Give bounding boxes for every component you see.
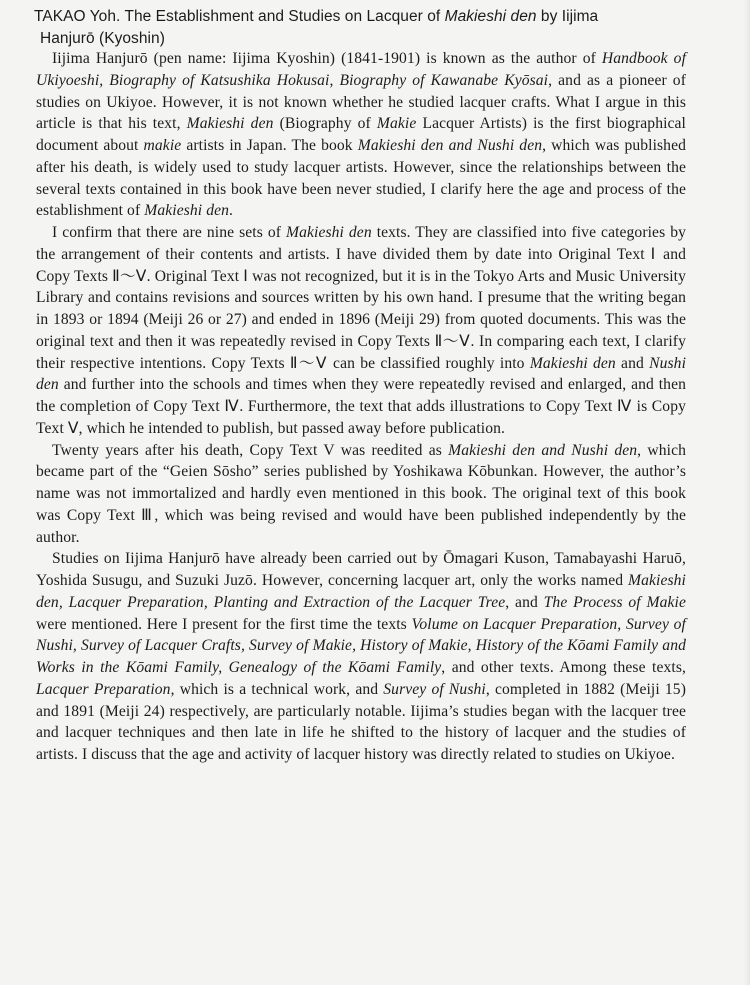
italic-title-run: Makieshi den xyxy=(144,202,230,220)
italic-title-run: Makieshi den and Nushi den xyxy=(357,137,543,154)
text-run: texts. They are classified into five categories by the arrangement of their contents and artists. I have divided them by date into Original Text Ⅰ and Copy Texts Ⅱ～Ⅴ. Original Text Ⅰ was not recognized, but it is in the Tokyo Arts and Music University Library and contains revisions and sources written by his own hand. I presume that the writing began in 1893 or 1894 (Meiji 26 or 27) and ended in 1896 (Meiji 29) from quoted documents. This was the original text and then it was repeatedly revised in Copy Texts Ⅱ～Ⅴ. In comparing each text, I clarify their respective intentions. Copy Texts Ⅱ～Ⅴ can be classified roughly into xyxy=(36,224,686,372)
italic-title-run: Makieshi den xyxy=(286,224,372,241)
text-run: artists in Japan. The book xyxy=(181,137,358,154)
text-run: and further into the schools and times when they were repeatedly revised and enlarged, and then the completion of Copy Text Ⅳ. Furthermore, the text that adds illustrations to Copy Text Ⅳ is Copy Text Ⅴ, which he intended to publish, but passed away before publication. xyxy=(36,376,686,437)
text-run: (Biography of xyxy=(273,115,377,133)
title-line-1: TAKAO Yoh. The Establishment and Studies on Lacquer of Makieshi den by Iijima xyxy=(34,8,599,25)
text-run: Twenty years after his death, Copy Text V was reedited as xyxy=(52,441,449,459)
italic-title-run: Handbook of Ukiyoeshi, Biography of Katsushika Hokusai, Biography of Kawanabe Kyōsai xyxy=(36,50,687,89)
text-run: . xyxy=(229,202,234,220)
paragraph-2 xyxy=(36,222,686,440)
italic-title-run: Volume on Lacquer Preparation, Survey of Nushi, Survey of Lacquer Crafts, Survey of Makie, History of Makie, History of the Kōami Family and Works in the Kōami Family, Genealogy of the Kōami Family xyxy=(36,615,686,676)
italic-title-run: Lacquer Preparation xyxy=(36,680,171,698)
title-line-2: Hanjurō (Kyoshin) xyxy=(40,29,165,47)
text-run: Lacquer Artists) is the first biographical document about xyxy=(36,115,686,154)
italic-title-run: Makieshi den xyxy=(529,354,616,372)
text-run: , completed in 1882 (Meiji 15) and 1891 (Meiji 24) respectively, are particularly notable. Iijima’s studies began with the lacquer tree and lacquer techniques and then late in life he shifted to the history of lacquer and the studies of artists. I discuss that the age and activity of lacquer history was directly related to studies on Ukiyoe. xyxy=(36,680,686,763)
article-header xyxy=(34,6,718,50)
text-run: , which is a technical work, and xyxy=(170,680,384,698)
paragraph-1 xyxy=(36,48,686,222)
text-run: Iijima Hanjurō (pen name: Iijima Kyoshin) (1841-1901) is known as the author of xyxy=(52,50,602,67)
text-run: , and other texts. Among these texts, xyxy=(441,659,686,676)
text-run: were mentioned. Here I present for the first time the texts xyxy=(36,615,412,633)
text-run: and xyxy=(615,354,650,372)
article-title xyxy=(34,6,718,50)
abstract-body xyxy=(36,48,686,766)
title-italic-book: Makieshi den xyxy=(444,8,537,25)
italic-title-run: Makieshi den, Lacquer Preparation, Planting and Extraction of the Lacquer Tree xyxy=(36,572,686,611)
text-run: , and as a pioneer of studies on Ukiyoe. However, it is not known whether he studied lacquer crafts. What I argue in this article is that his text, xyxy=(36,71,686,133)
italic-title-run: Survey of Nushi xyxy=(383,680,486,698)
text-run: Studies on Iijima Hanjurō have already been carried out by Ōmagari Kuson, Tamabayashi Haruō, Yoshida Susugu, and Suzuki Juzō. However, concerning lacquer art, only the works named xyxy=(36,550,686,589)
italic-title-run: Nushi den xyxy=(36,354,687,394)
italic-title-run: The Process of Makie xyxy=(543,593,686,611)
paragraph-4 xyxy=(36,548,686,766)
text-run: , and xyxy=(505,593,544,611)
italic-title-run: makie xyxy=(143,137,182,154)
italic-title-run: Makieshi den xyxy=(186,115,274,133)
page-edge-shadow xyxy=(744,0,750,985)
text-run: , which was published after his death, is widely used to study lacquer artists. However, since the relationships between the several texts contained in this book have been never studied, I clarify here the age and process of the establishment of xyxy=(36,137,686,220)
italic-title-run: Makie xyxy=(376,115,417,133)
text-run: , which became part of the “Geien Sōsho” series published by Yoshikawa Kōbunkan. However, the author’s name was not immortalized and hardly even mentioned in this book. The original text of this book was Copy Text Ⅲ, which was being revised and would have been published independently by the author. xyxy=(36,441,686,546)
italic-title-run: Makieshi den and Nushi den xyxy=(448,441,638,459)
text-run: I confirm that there are nine sets of xyxy=(52,224,286,241)
paragraph-3 xyxy=(36,440,686,549)
